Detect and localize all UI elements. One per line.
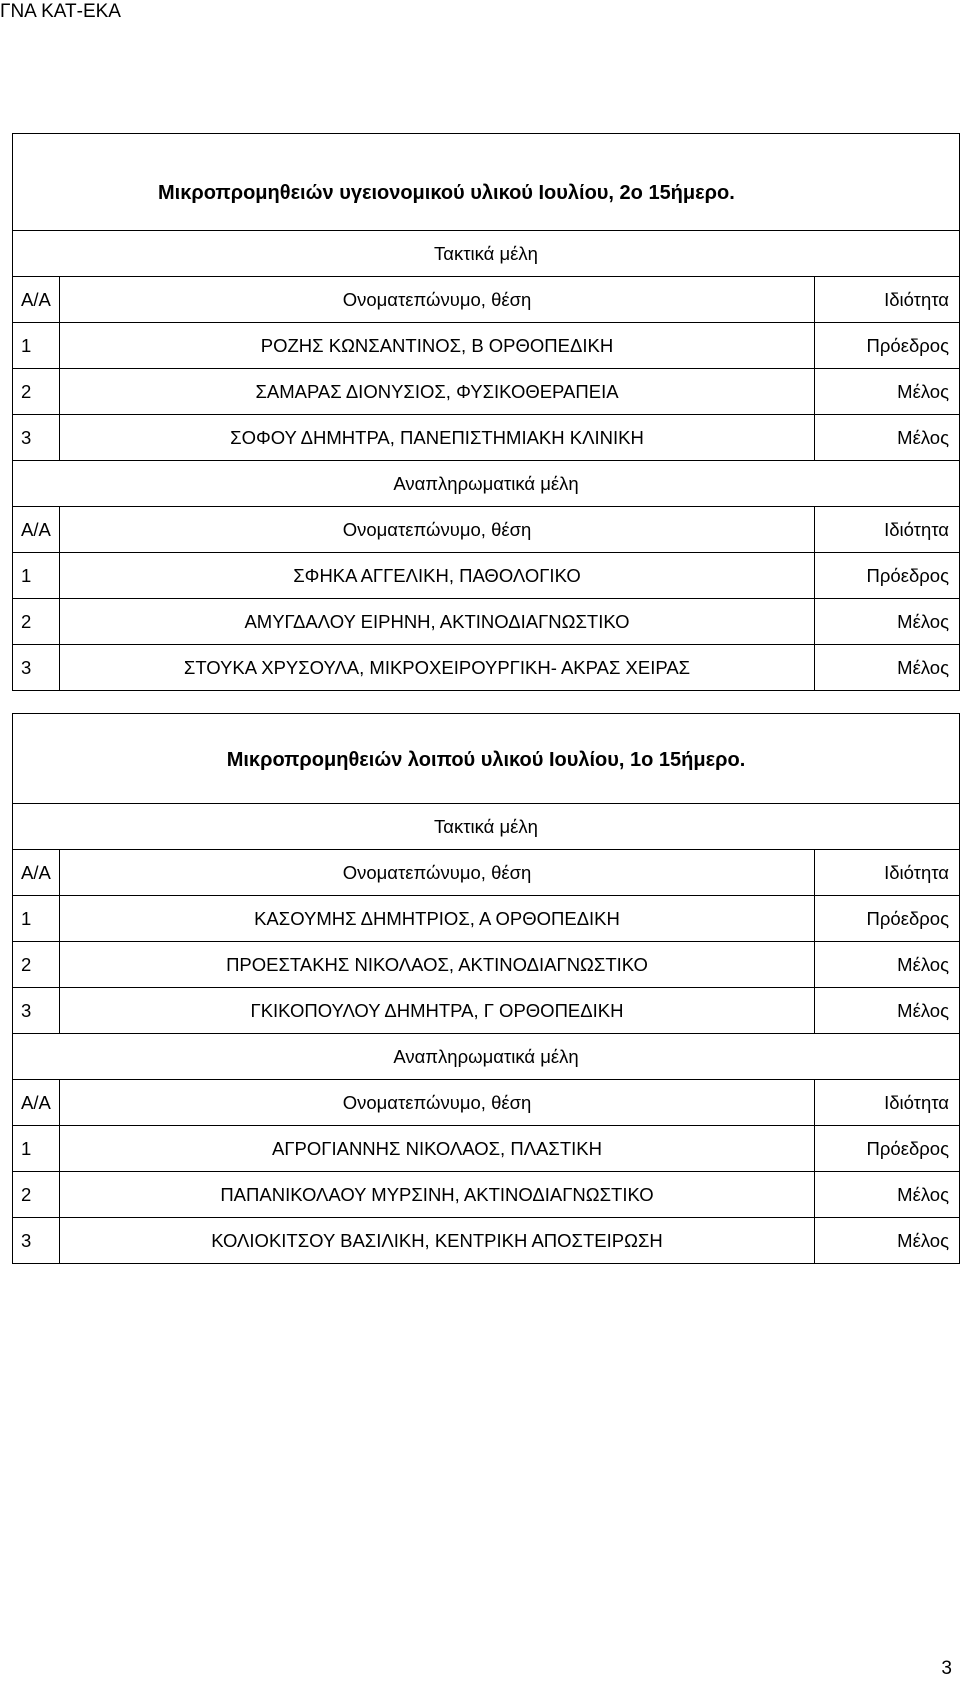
row-role: Πρόεδρος — [815, 896, 960, 942]
row-name: ΚΑΣΟΥΜΗΣ ΔΗΜΗΤΡΙΟΣ, Α ΟΡΘΟΠΕΔΙΚΗ — [60, 896, 815, 942]
row-name: ΚΟΛΙΟΚΙΤΣΟΥ ΒΑΣΙΛΙΚΗ, ΚΕΝΤΡΙΚΗ ΑΠΟΣΤΕΙΡΩΣΗ — [60, 1218, 815, 1264]
row-role: Πρόεδρος — [815, 553, 960, 599]
row-role: Πρόεδρος — [815, 323, 960, 369]
table-row — [13, 1126, 960, 1172]
section-label-alternate: Αναπληρωματικά μέλη — [13, 461, 960, 507]
row-role: Μέλος — [815, 645, 960, 691]
table-row — [13, 896, 960, 942]
row-num: 1 — [13, 323, 60, 369]
row-name: ΑΓΡΟΓΙΑΝΝΗΣ ΝΙΚΟΛΑΟΣ, ΠΛΑΣΤΙΚΗ — [60, 1126, 815, 1172]
table-row — [13, 1218, 960, 1264]
section-label-regular: Τακτικά μέλη — [13, 231, 960, 277]
table-row — [13, 415, 960, 461]
table-row — [13, 553, 960, 599]
committee-table-1 — [12, 133, 960, 691]
row-name: ΠΑΠΑΝΙΚΟΛΑΟΥ ΜΥΡΣΙΝΗ, ΑΚΤΙΝΟΔΙΑΓΝΩΣΤΙΚΟ — [60, 1172, 815, 1218]
column-header-num: Α/Α — [13, 850, 60, 896]
row-num: 3 — [13, 645, 60, 691]
column-header-role: Ιδιότητα — [815, 1080, 960, 1126]
row-num: 2 — [13, 942, 60, 988]
row-name: ΠΡΟΕΣΤΑΚΗΣ ΝΙΚΟΛΑΟΣ, ΑΚΤΙΝΟΔΙΑΓΝΩΣΤΙΚΟ — [60, 942, 815, 988]
column-header-role: Ιδιότητα — [815, 850, 960, 896]
column-header-name: Ονοματεπώνυμο, θέση — [60, 277, 815, 323]
row-role: Μέλος — [815, 1218, 960, 1264]
row-name: ΓΚΙΚΟΠΟΥΛΟΥ ΔΗΜΗΤΡΑ, Γ ΟΡΘΟΠΕΔΙΚΗ — [60, 988, 815, 1034]
column-header-row — [13, 277, 960, 323]
table-row — [13, 645, 960, 691]
row-role: Μέλος — [815, 599, 960, 645]
column-header-num: Α/Α — [13, 277, 60, 323]
document-header: ΓΝΑ ΚΑΤ-ΕΚΑ — [0, 1, 121, 22]
column-header-num: Α/Α — [13, 1080, 60, 1126]
row-num: 1 — [13, 1126, 60, 1172]
row-num: 2 — [13, 599, 60, 645]
row-num: 2 — [13, 1172, 60, 1218]
column-header-row — [13, 507, 960, 553]
row-role: Πρόεδρος — [815, 1126, 960, 1172]
section-label-regular: Τακτικά μέλη — [13, 804, 960, 850]
row-role: Μέλος — [815, 415, 960, 461]
section-row-alternate — [13, 461, 960, 507]
table-row — [13, 323, 960, 369]
section-label-alternate: Αναπληρωματικά μέλη — [13, 1034, 960, 1080]
table-row — [13, 599, 960, 645]
column-header-name: Ονοματεπώνυμο, θέση — [60, 850, 815, 896]
table-row — [13, 942, 960, 988]
row-num: 3 — [13, 415, 60, 461]
table-row — [13, 369, 960, 415]
row-num: 1 — [13, 553, 60, 599]
row-role: Μέλος — [815, 1172, 960, 1218]
column-header-name: Ονοματεπώνυμο, θέση — [60, 507, 815, 553]
table-title-row — [13, 714, 960, 804]
section-row-regular — [13, 804, 960, 850]
row-role: Μέλος — [815, 942, 960, 988]
section-row-alternate — [13, 1034, 960, 1080]
row-name: ΣΑΜΑΡΑΣ ΔΙΟΝΥΣΙΟΣ, ΦΥΣΙΚΟΘΕΡΑΠΕΙΑ — [60, 369, 815, 415]
column-header-row — [13, 850, 960, 896]
row-role: Μέλος — [815, 988, 960, 1034]
committee-table-2 — [12, 713, 960, 1264]
row-name: ΣΟΦΟΥ ΔΗΜΗΤΡΑ, ΠΑΝΕΠΙΣΤΗΜΙΑΚΗ ΚΛΙΝΙΚΗ — [60, 415, 815, 461]
column-header-num: Α/Α — [13, 507, 60, 553]
page-number: 3 — [941, 1658, 952, 1679]
row-role: Μέλος — [815, 369, 960, 415]
table-title: Μικροπρομηθειών λοιπού υλικού Ιουλίου, 1ο 15ήμερο. — [13, 714, 960, 804]
table-title: Μικροπρομηθειών υγειονομικού υλικού Ιουλίου, 2ο 15ήμερο. — [13, 134, 960, 231]
row-num: 3 — [13, 988, 60, 1034]
column-header-row — [13, 1080, 960, 1126]
table-title-row — [13, 134, 960, 231]
row-name: ΣΦΗΚΑ ΑΓΓΕΛΙΚΗ, ΠΑΘΟΛΟΓΙΚΟ — [60, 553, 815, 599]
column-header-name: Ονοματεπώνυμο, θέση — [60, 1080, 815, 1126]
row-num: 3 — [13, 1218, 60, 1264]
row-name: ΣΤΟΥΚΑ ΧΡΥΣΟΥΛΑ, ΜΙΚΡΟΧΕΙΡΟΥΡΓΙΚΗ- ΑΚΡΑΣ ΧΕΙΡΑΣ — [60, 645, 815, 691]
row-name: ΡΟΖΗΣ ΚΩΝΣΑΝΤΙΝΟΣ, Β ΟΡΘΟΠΕΔΙΚΗ — [60, 323, 815, 369]
table-row — [13, 988, 960, 1034]
table-row — [13, 1172, 960, 1218]
column-header-role: Ιδιότητα — [815, 507, 960, 553]
column-header-role: Ιδιότητα — [815, 277, 960, 323]
row-num: 1 — [13, 896, 60, 942]
row-num: 2 — [13, 369, 60, 415]
row-name: ΑΜΥΓΔΑΛΟΥ ΕΙΡΗΝΗ, ΑΚΤΙΝΟΔΙΑΓΝΩΣΤΙΚΟ — [60, 599, 815, 645]
section-row-regular — [13, 231, 960, 277]
